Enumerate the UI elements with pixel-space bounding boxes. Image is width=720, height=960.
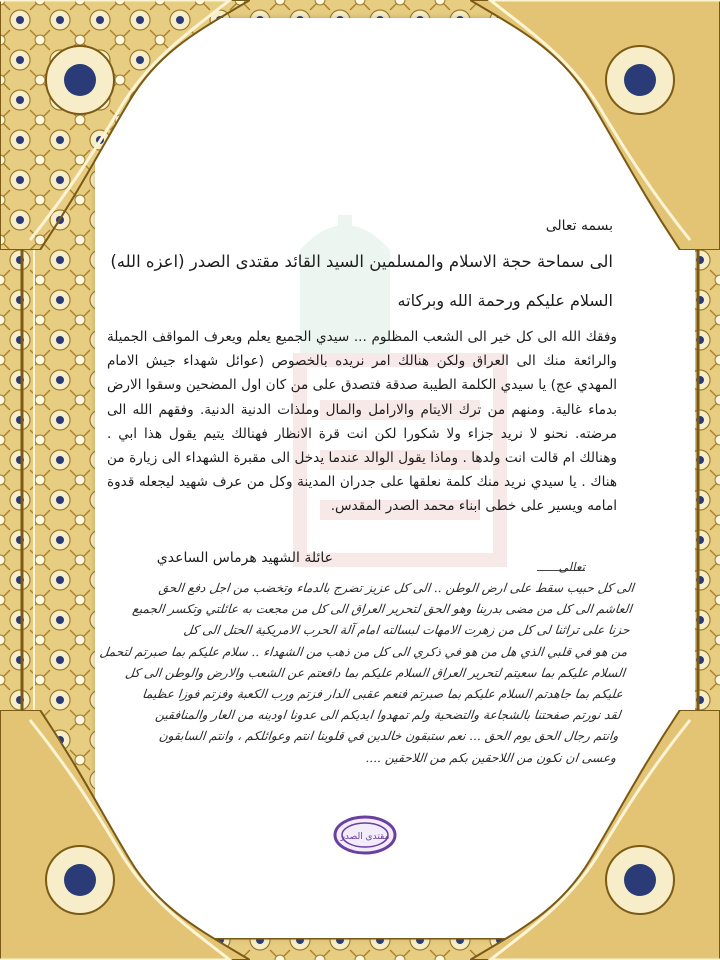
letter-body: وفقك الله الى كل خير الى الشعب المظلوم ... سيدي الجميع يعلم ويعرف المواقف الجميلة والرائعة منك الى العراق ولكن هنالك امر نريده بالخصوص (عوائل شهداء جيش الامام المهدي عج) يا سيدي الكلمة الطيبة صدقة فتصدق على من كان اول المضحين وسقوا الارض بدماء غالية. ومنهم من ترك الايتام والارامل والمال وملذات الدنية الدنية. وفقهم الله الى مرضته. نحنو لا نريد جزاء ولا شكورا لكن انت قرة الانظار فهنالك يتيم يقول هذا ابي . وهنالك ام قالت انت ولدها . وماذا يقول الوالد عندما يدخل الى مقبرة الشهداء الى زيارة من هناك . يا سيدي نريد منك كلمة نعلقها على جدران المدينة وكل من عرف شهيد ليجعله قدوة امامه ويسير على خطى ابناء محمد الصدر المقدس. bbox=[107, 329, 617, 515]
seal-stamp bbox=[333, 815, 397, 855]
letter-addressee: الى سماحة حجة الاسلام والمسلمين السيد القائد مقتدى الصدر (اعزه الله) bbox=[110, 252, 613, 271]
handwritten-line: من هو في قلبي الذي هل من هو في ذكري الى كل من ذهب من الشهداء .. سلام عليكم بما صبرتم لتحمل bbox=[98, 644, 629, 659]
letter-signature: عائلة الشهيد هرماس الساعدي bbox=[156, 550, 333, 566]
handwritten-line: حزنا على تراثنا لى كل من زهرت الامهات لبسالته امام آلة الحرب الامريكية الحتل الى كل bbox=[182, 623, 631, 638]
handwritten-line: الى كل حبيب سقط على ارض الوطن .. الى كل عزيز تضرج بالدماء وتخضب من اجل دفع الحق bbox=[158, 581, 635, 595]
handwritten-line: السلام عليكم بما سعيتم لتحرير العراق السلام عليكم بما دافعتم عن الشعب والارض والوطن الى كل bbox=[124, 665, 626, 680]
handwritten-reply bbox=[80, 578, 635, 769]
corner-ornament-top-right bbox=[470, 0, 720, 250]
handwritten-line: عليكم بما جاهدتم السلام عليكم بما صبرتم فنعم عقبى الدار فزتم ورب الكعبة وفزتم فوزا عظيما bbox=[141, 687, 624, 702]
letter-greeting: السلام عليكم ورحمة الله وبركاته bbox=[397, 291, 613, 310]
handwritten-title: تعالى bbox=[558, 560, 585, 574]
basmala: بسمه تعالى bbox=[545, 218, 613, 234]
seal-text: مقتدى الصدر bbox=[340, 832, 390, 842]
handwritten-line: العاشم الى كل من مضى بدربنا وهو الحق لتحرير العراق الى كل من مجعت به عائلتي وتكسر الجميع bbox=[131, 602, 633, 617]
corner-ornament-top-left bbox=[0, 0, 250, 250]
handwritten-line: لقد نورتم صفحتنا بالشجاعة والتضحية ولم تمهدوا ايديكم الى عدونا اودينه من العار والمنافقين bbox=[154, 708, 622, 723]
handwritten-line: وعسى ان نكون من اللاحقين بكم من اللاحقين .... bbox=[365, 750, 617, 765]
handwritten-line: وانتم رجال الحق يوم الحق ... نعم ستبقون خالدين في قلوبنا انتم وعوائلكم ، وانتم السابقون bbox=[158, 729, 620, 744]
